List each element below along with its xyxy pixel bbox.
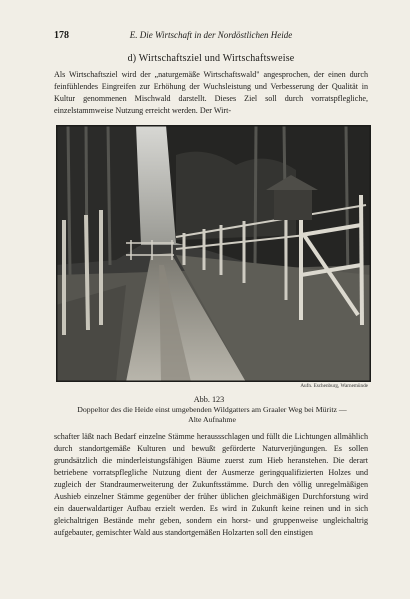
running-title: E. Die Wirtschaft in der Nordöstlichen Heide <box>129 30 293 40</box>
page-number: 178 <box>54 30 69 41</box>
section-heading: d) Wirtschaftsziel und Wirtschaftsweise <box>127 53 295 64</box>
figure-caption-line2: Alte Aufnahme <box>188 415 236 424</box>
figure-caption-line1: Doppeltor des die Heide einst umgebenden Wildgatters am Graaler Weg bei Müritz — <box>77 405 347 414</box>
figure-caption <box>58 405 366 425</box>
page-header <box>54 30 368 41</box>
photo-credit: Aufn. Eschenburg, Warnemünde <box>300 383 368 389</box>
paragraph-top: Als Wirtschaftsziel wird der „naturgemäße Wirtschaftswald" angesprochen, der einen durch feinfühlendes Eingreifen zur Erhöhung der Wuchsleistung und Verbesserung der Qualität in Kultur genommenen Mischwald darstellt. Dieses Ziel soll durch vorratspflegliche, einzelstammweise Nutzung erreicht werden. Der Wirt- <box>54 70 368 115</box>
forest-gate-photo <box>56 125 371 382</box>
figure-number: Abb. 123 <box>193 395 225 404</box>
paragraph-bottom: schafter läßt nach Bedarf einzelne Stämme heraussschlagen und füllt die Lichtungen allmählich durch standortgemäße Kulturen und bewußt geförderte Naturverjüngungen. Es sollen grundsätzlich die minderleistungsfähigen Bäume zuerst zum Hieb heranstehen. Die derart betriebene vorratspflegliche Nutzung dient der Ausmerze geringqualifizierten Holzes und zugleich der Standraumerweiterung der Zukunftsstämme. Durch den völlig unregelmäßigen Aushieb einzelner Stämme gegenüber der früher üblichen gleichmäßigen Durchforstung wird ein dauerwaldartiger Aufbau erzielt werden. Es wird in Zukunft keine reinen und in sich gleichaltrigen Bestände mehr geben, sondern ein horst- und gruppenweise ungleichaltrig aufgebauter, gemischter Wald aus standortgemäßen Holzarten soll den einstigen <box>54 432 368 537</box>
forest-gate-illustration <box>56 125 371 382</box>
